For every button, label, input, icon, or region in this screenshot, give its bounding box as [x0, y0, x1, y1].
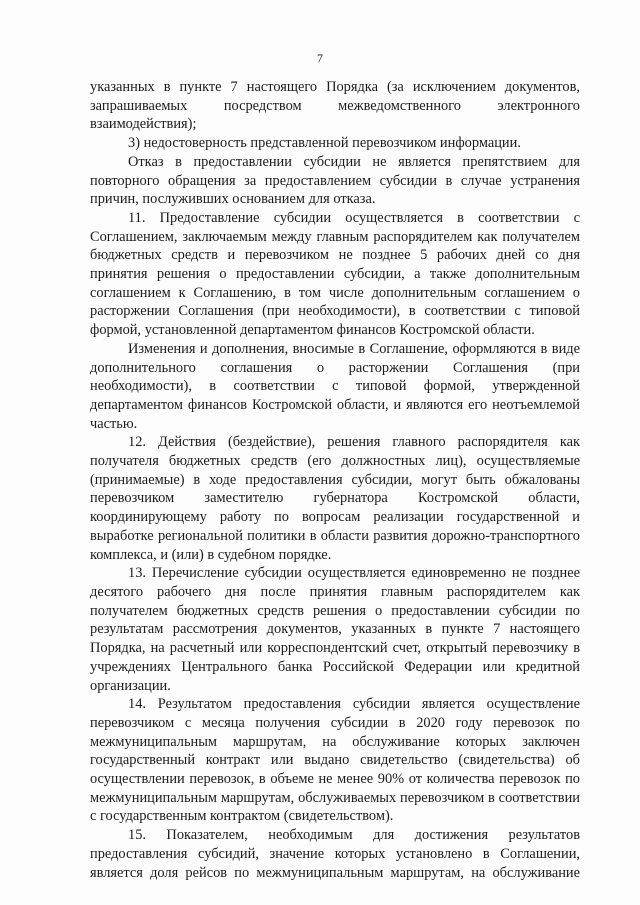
paragraph-12: 12. Действия (бездействие), решения главного распорядителя как получателя бюджетных средств (его должностных лиц), осуществляемые (принимаемые) в ходе предоставления субсидии, могут быть обжалованы перевозчиком заместителю губернатора Костромской области, координирующему работу по вопросам реализации государственной и выработке региональной политики в области развития дорожно-транспортного комплекса, и (или) в судебном порядке.	[90, 434, 580, 563]
paragraph-13: 13. Перечисление субсидии осуществляется единовременно не позднее десятого рабочего дня после принятия главным распорядителем как получателем бюджетных средств решения о предоставлении субсидии по результатам рассмотрения документов, указанных в пункте 7 настоящего Порядка, на расчетный или корреспондентский счет, открытый перевозчику в учреждениях Центрального банка Российской Федерации или кредитной организации.	[90, 565, 580, 694]
paragraph-11: 11. Предоставление субсидии осуществляется в соответствии с Соглашением, заключаемым между главным распорядителем как получателем бюджетных средств и перевозчиком не позднее 5 рабочих дней со дня принятия решения о предоставлении субсидии, а также дополнительным соглашением к Соглашению, в том числе дополнительным соглашением о расторжении Соглашения (при необходимости), в соответствии с типовой формой, установленной департаментом финансов Костромской области.	[90, 209, 580, 339]
paragraph-refusal-note: Отказ в предоставлении субсидии не является препятствием для повторного обращения за предоставлением субсидии в случае устранения причин, послуживших основанием для отказа.	[90, 153, 580, 208]
paragraph-continuation: указанных в пункте 7 настоящего Порядка (за исключением документов, запрашиваемых посредством межведомственного электронного взаимодействия);	[90, 79, 580, 133]
page-number: 7	[317, 51, 323, 65]
paragraph-15: 15. Показателем, необходимым для достижения результатов предоставления субсидий, значение которых установлено в Соглашении, является доля рейсов по межмуниципальным маршрутам, на обслуживание	[90, 827, 580, 881]
paragraph-item-3: 3) недостоверность представленной перевозчиком информации.	[128, 135, 521, 152]
paragraph-14: 14. Результатом предоставления субсидии является осуществление перевозчиком с месяца получения субсидии в 2020 году перевозок по межмуниципальным маршрутам, на обслуживание которых заключен государственный контракт или выдано свидетельство (свидетельства) об осуществлении перевозок, в объеме не менее 90% от количества перевозок по межмуниципальным маршрутам, обслуживаемых перевозчиком в соответствии с государственным контрактом (свидетельством).	[90, 696, 580, 825]
document-body	[90, 78, 580, 882]
paragraph-amendments: Изменения и дополнения, вносимые в Соглашение, оформляются в виде дополнительного соглашения о расторжении Соглашения (при необходимости), в соответствии с типовой формой, утвержденной департаментом финансов Костромской области, и являются его неотъемлемой частью.	[90, 340, 580, 432]
